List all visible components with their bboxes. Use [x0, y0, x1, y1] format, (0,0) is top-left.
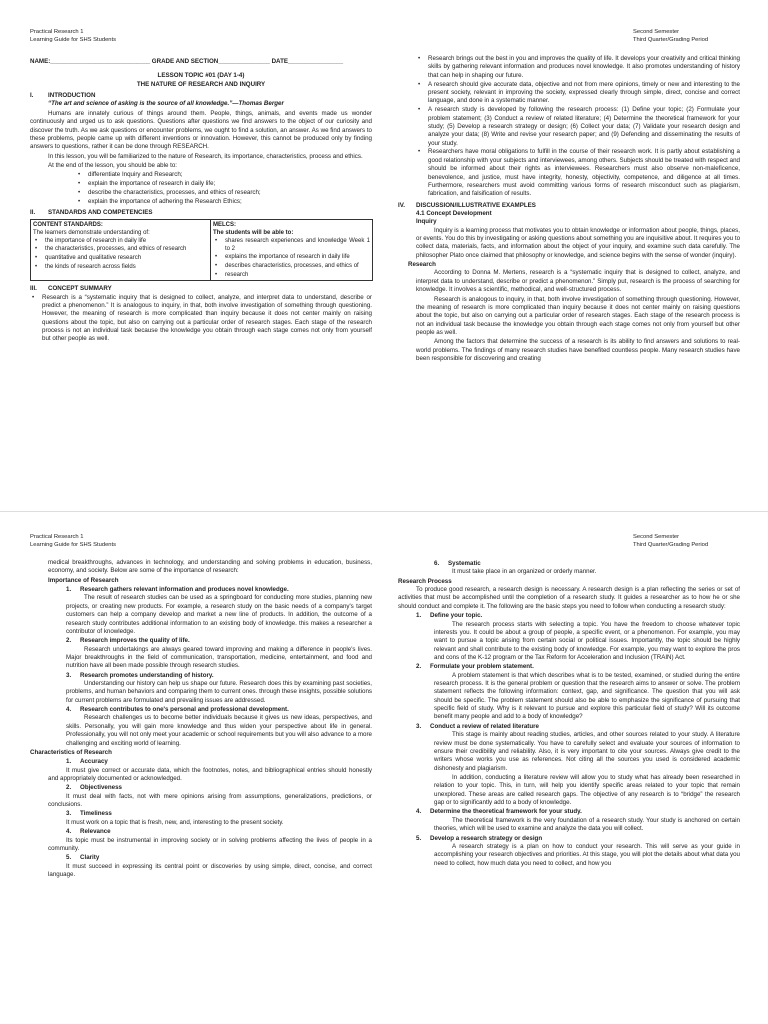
research-process-heading: Research Process — [398, 577, 452, 585]
quarter-label: Third Quarter/Grading Period — [633, 36, 709, 43]
list-item-text: The result of research studies can be used as a springboard for conducting more studies, planning new projects, or creating new products. For example, a research study on the basic needs of a company's target customers can help a company develop and market a new line of products. In addition, the outcome of a research study contributes additional information to an existing body of knowledge. this makes a researcher a contributor of knowledge. — [66, 594, 372, 635]
melcs-subheading: The students will be able to: — [213, 229, 294, 236]
list-item-text: The research process starts with selecting a topic. You have the freedom to choose whatever topic interests you. It could be about a group of people, a specific event, or a phenomenon. For example, you may want to pursue a topic arising from certain social or political issues. Importantly, the topic should be highly relevant and shall contribute to the existing body of knowledge. For example, you may want to explore the pros and cons of the K-12 program or the Tax Reform for Acceleration and Inclusion (TRAIN) Act. — [434, 620, 740, 661]
document-page-2 — [0, 512, 768, 1024]
page-header-right — [633, 534, 708, 549]
list-item-text: In addition, conducting a literature review will allow you to study what has already been researched in relation to your topic. This, in turn, will help you identify specific areas related to your topic that remain unexplored. These areas are called research gaps. The objective of any research is to “bridge” the research gap or to significantly add to a body of knowledge. — [434, 773, 740, 807]
semester-label: Second Semester — [633, 534, 680, 540]
characteristics-list — [30, 758, 372, 879]
list-item-text: It must succeed in expressing its central point or discoveries by using simple, direct, concise, and correct language. — [48, 862, 372, 878]
melcs-heading: MELCS: — [213, 221, 236, 228]
list-item: • shares research experiences and knowledge Week 1 to 2 — [213, 237, 370, 253]
student-info-line: NAME:_____________________________ GRADE AND SECTION_______________ DATE________________ — [30, 58, 344, 65]
list-item: 4. Research contributes to one's personal and professional development. — [66, 706, 289, 714]
section-concept-summary-heading: III. CONCEPT SUMMARY — [30, 285, 112, 293]
list-item: 3. Conduct a review of related literature — [416, 722, 539, 730]
list-item: • differentiate Inquiry and Research; — [76, 171, 372, 179]
list-item: • the characteristics, processes, and ethics of research — [33, 245, 208, 253]
concept-development-heading: 4.1 Concept Development — [416, 209, 492, 217]
list-item-text: It must work on a topic that is fresh, new, and, interesting to the present society. — [66, 818, 284, 826]
section-discussion-heading: IV. DISCUSSION/ILLUSTRATIVE EXAMPLES — [398, 201, 536, 209]
list-item: 1. Research gathers relevant information and produces novel knowledge. — [66, 586, 289, 594]
list-item-text: It must take place in an organized or orderly manner. — [452, 568, 597, 576]
content-standards-subheading: The learners demonstrate understanding of: — [33, 229, 150, 236]
list-item: • research — [213, 271, 370, 279]
importance-heading: Importance of Research — [48, 576, 119, 584]
list-item: • describes characteristics, processes, and ethics of — [213, 262, 370, 270]
list-item-text: Its topic must be instrumental in improving society or in solving problems affecting the lives of people in a community. — [48, 836, 372, 852]
page-header-right — [633, 29, 708, 44]
list-item: 3. Timeliness — [66, 810, 112, 818]
list-item: • explain the importance of adhering the Research Ethics; — [76, 198, 372, 206]
page2-left-column — [30, 559, 372, 880]
inquiry-paragraph: Inquiry is a learning process that motivates you to obtain knowledge or information about people, things, places, or events. You do this by investigating or asking questions about something you are inquisitive about. It requires you to collect data, materials, facts, and information about the object of your inquiry, and examine such data carefully. The philosopher Plato once claimed that philosophy or knowledge, and science begins with the sense of wonder (inquiry). — [416, 226, 741, 259]
list-item: • the importance of research in daily life — [33, 237, 208, 245]
list-item-text: The theoretical framework is the very foundation of a research study. Your study is anchored on certain theories, which will be used to examine and analyze the data you will collect. — [434, 816, 740, 833]
guide-subtitle: Learning Guide for SHS Students — [30, 36, 117, 43]
list-item: 2. Research improves the quality of life. — [66, 637, 190, 645]
list-item: • the kinds of research across fields — [33, 263, 208, 271]
list-item-text: It must give correct or accurate data, which the footnotes, notes, and bibliographical entries should honestly and appropriately documented or acknowledged. — [48, 766, 372, 782]
list-item: 2. Formulate your problem statement. — [416, 663, 534, 671]
list-item: • A research should give accurate data, objective and not from mere opinions, timely or new and interesting to the present society, relevant in improving the society, expressed clearly through simple, direct, concise and correct language, and done in a systematic manner. — [416, 81, 740, 106]
list-item: 6. Systematic — [434, 560, 481, 567]
melcs-cell — [211, 219, 373, 281]
content-standards-heading: CONTENT STANDARDS: — [33, 221, 103, 228]
page-header-left — [30, 29, 116, 44]
inquiry-heading: Inquiry — [416, 218, 437, 226]
list-item-text: Research undertakings are always geared toward improving and making a difference in people's lives. Major breakthroughs in the field of communication, transportation, medicine, entertainment, and food and nutrition have all been made possible through research studies. — [66, 645, 372, 670]
list-item-text: A problem statement is that which describes what is to be tested, examined, or studied during the entire research process. It is the general problem or question that the research aims to answer or solve. The problem statement reflects the following information: context, gap, and significance. The question that you will ask should be specific. The problem statement should also be able to emphasize the significance of pursuing that specific field of study. Why is it relevant to pursue and explore this particular field of study? Will its outcome benefit many people and add to a body of knowledge? — [434, 671, 740, 721]
list-item: 5. Clarity — [66, 854, 100, 862]
process-list — [398, 612, 740, 868]
list-item: • explain the importance of research in daily life; — [76, 180, 372, 188]
research-paragraph-2: Research is analogous to inquiry, in that, both involve investigation of something through questioning. However, the meaning of research is more complicated than inquiry because it does not center mainly on raising questions about the topic, but also on carrying out a particular order of research stages. Each stage of the research process is not an individual task because the knowledge you obtain through each stage comes not only from yourself but other people as well. — [416, 295, 740, 336]
characteristics-list-continued — [398, 560, 740, 577]
list-item-text: A research strategy is a plan on how to conduct your research. This will serve as your guide in accomplishing your research objectives and priorities. At this stage, you will plot the details about what data you need to collect, how much data you need to collect, and how you — [434, 842, 740, 867]
research-paragraph-3: Among the factors that determine the success of a research is its ability to find answers and solutions to real-world problems. The findings of many research studies have benefited countless people. Many research studies have been responsible for discovering and creating — [416, 338, 740, 363]
intro-paragraph-2: In this lesson, you will be familiarized to the nature of Research, its importance, characteristics, process and ethics. — [48, 152, 363, 160]
research-heading: Research — [408, 261, 436, 269]
list-item: • A research study is developed by following the research process: (1) Define your topic; (2) Formulate your problem statement; (3) Conduct a review of related literature; (4) Determine the theoretical framework for your study; (5) Develop a research strategy or design; (6) Collect your data; (7) Validate your research design and analyze your data; (8) Write and revise your research paper; and (9) Defending and disseminating the results of your study. — [416, 106, 740, 148]
list-item: 3. Research promotes understanding of history. — [66, 671, 214, 679]
page1-left-column — [30, 58, 372, 344]
list-item: 5. Develop a research strategy or design — [416, 834, 543, 842]
lesson-topic: LESSON TOPIC #01 (DAY 1-4) — [157, 72, 245, 80]
list-item: 1. Define your topic. — [416, 612, 483, 620]
intro-paragraph-3: At the end of the lesson, you should be able to: — [48, 161, 177, 169]
list-item: • quantitative and qualitative research — [33, 254, 208, 262]
research-paragraph-1: According to Donna M. Mertens, research is a “systematic inquiry that is designed to collect, analyze, and interpret data to understand, describe or predict a phenomenon.” Simply put, research is the process of searching for knowledge. It involves a scientific, methodical, and well-structured process. — [416, 269, 740, 294]
semester-label: Second Semester — [633, 29, 680, 35]
research-process-intro: To produce good research, a research design is necessary. A research design is a plan reflecting the series or set of activities that must be accomplished until the completion of a research study. It guides a researcher as to how he or she should conduct and complete it. The following are the basic steps you need to follow when conducting a research study: — [398, 586, 740, 610]
page2-right-column — [398, 559, 740, 869]
lesson-title: THE NATURE OF RESEARCH AND INQUIRY — [136, 80, 266, 88]
list-item-text: This stage is mainly about reading studies, articles, and other sources related to your study. A literature review must be done systematically. You have to carefully select and evaluate your sources of information to ensure their credibility and reliability. Also, it is very important to cite your sources. Always give credit to the writers whose works you use as references. Not citing all the sources you used is considered academic dishonesty and plagiarism. — [434, 731, 740, 772]
section-introduction-heading: I. INTRODUCTION — [30, 92, 96, 100]
page-header-left — [30, 534, 116, 549]
list-item: 4. Determine the theoretical framework for your study. — [416, 808, 582, 816]
characteristics-heading: Characteristics of Research — [30, 748, 112, 756]
content-standards-cell — [31, 219, 211, 281]
list-item: 2. Objectiveness — [66, 784, 122, 792]
opening-quote: “The art and science of asking is the source of all knowledge.”—Thomas Berger — [48, 100, 284, 108]
list-item-text: It must deal with facts, not with mere opinions arising from assumptions, generalizations, predictions, or conclusions. — [48, 792, 372, 809]
page1-right-column — [398, 55, 740, 364]
standards-table — [30, 219, 373, 282]
list-item: 4. Relevance — [66, 828, 111, 836]
list-item: 1. Accuracy — [66, 758, 108, 766]
list-item-text: Research challenges us to become better individuals because it gives us new ideas, perspectives, and skills. Personally, you will gain more knowledge and thus widen your perspective about life in general. Professionally, you will not only meet your academic or school requirements but you will also advance to a more challenging and exciting world of learning. — [66, 714, 372, 747]
list-item: • explains the importance of research in daily life — [213, 253, 370, 261]
concept-summary-bullet: • Research is a “systematic inquiry that is designed to collect, analyze, and interpret data to understand, describe or predict a phenomenon.” It is analogous to inquiry, in that, both involve investigation of something through questioning. However, the meaning of research is more complicated than inquiry because it does not center mainly on raising questions about the topic, but also on carrying out a particular order of research stages. Each stage of the research process is not an individual task because the knowledge you obtain through each stage comes not only from yourself but other people as well. — [30, 294, 372, 344]
list-item: • Researchers have moral obligations to fulfill in the course of their research work. It is partly about establishing a good relationship with your subjects and interviewees, among others. Subjects should be treated with respect and should be informed about their rights as interviewees. Researchers must also observe non-maleficence, benevolence, and justice, must have integrity, honesty, objectivity, competence, and diligence at all times. Furthermore, researchers must avoid committing various forms of research misconduct such as plagiarism, fabrication, and falsification of results. — [416, 148, 740, 198]
list-item-text: Understanding our history can help us shape our future. Research does this by examining past societies, problems, and human behaviors and comparing them to current ones. through these insights, possible solutions for current problems are formulated and prevailing issues are addressed. — [66, 680, 372, 704]
section-standards-heading: II. STANDARDS AND COMPETENCIES — [30, 209, 153, 217]
list-item: • describe the characteristics, processes, and ethics of research; — [76, 189, 372, 197]
quarter-label: Third Quarter/Grading Period — [633, 541, 709, 548]
guide-subtitle: Learning Guide for SHS Students — [30, 541, 117, 548]
intro-paragraph-1: Humans are innately curious of things around them. People, things, animals, and events made us wonder continuously and urged us to ask questions. Questions after questions we find answers to the object of our curiosity and discover the truth. As we ask questions or encounter problems, we ought to find a solution, an answer. As we find answers to these problems, people came up with different inventions or innovation. However, this cannot be produced only by finding answers to questions, rather it can be done through RESEARCH. — [30, 109, 372, 151]
continued-paragraph: medical breakthroughs, advances in technology, and understanding and solving problems in education, business, economy, and society. Below are some of the importance of research: — [48, 559, 372, 575]
importance-list — [30, 586, 372, 748]
course-title: Practical Research 1 — [30, 534, 84, 540]
course-title: Practical Research 1 — [30, 29, 84, 35]
objectives-list — [30, 171, 372, 206]
list-item: • Research brings out the best in you and improves the quality of life. It develops your creativity and critical thinking skills by gathering relevant information and produces novel knowledge. It also promotes understanding of history that can help in shaping our future. — [416, 55, 740, 80]
